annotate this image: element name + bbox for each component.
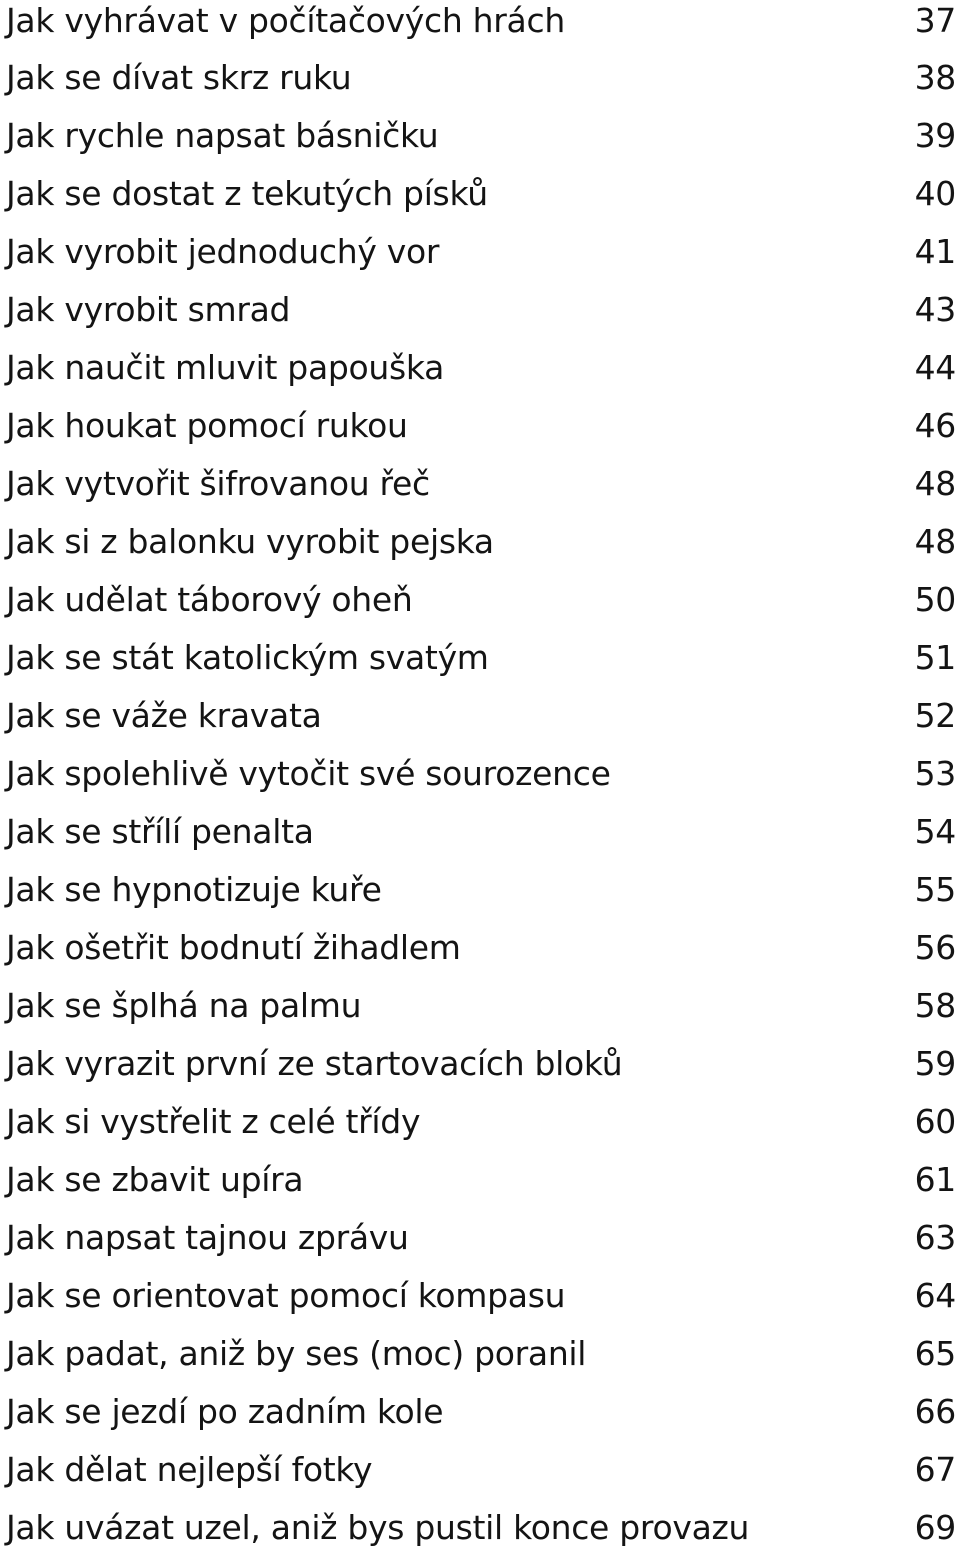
entry-title: Jak uvázat uzel, aniž bys pustil konce provazu [6,1508,750,1547]
entry-title: Jak se dívat skrz ruku [6,58,352,97]
entry-title: Jak se dostat z tekutých písků [6,174,488,213]
toc-entry [6,289,956,347]
toc-entry [6,927,956,985]
entry-title: Jak dělat nejlepší fotky [6,1450,373,1489]
page-number: 52 [914,696,956,735]
toc-entry [6,753,956,811]
entry-title: Jak spolehlivě vytočit své sourozence [6,754,611,793]
toc-entry [6,231,956,289]
entry-title: Jak vyrobit jednoduchý vor [6,232,440,271]
entry-title: Jak se stát katolickým svatým [6,638,489,677]
page-number: 60 [914,1102,956,1141]
entry-title: Jak se šplhá na palmu [6,986,362,1025]
toc-entry [6,1275,956,1333]
toc-entry [6,173,956,231]
toc-entry [6,1333,956,1391]
page-number: 53 [914,754,956,793]
page-number: 43 [914,290,956,329]
page-number: 66 [914,1392,956,1431]
toc-entry [6,1101,956,1159]
entry-title: Jak udělat táborový oheň [6,580,413,619]
page-number: 37 [914,1,956,40]
entry-title: Jak vyhrávat v počítačových hrách [6,1,565,40]
toc-entry [6,1507,956,1565]
page-number: 61 [914,1160,956,1199]
entry-title: Jak houkat pomocí rukou [6,406,408,445]
entry-title: Jak padat, aniž by ses (moc) poranil [6,1334,587,1373]
page-number: 63 [914,1218,956,1257]
page-number: 41 [914,232,956,271]
page-number: 46 [914,406,956,445]
toc-entry [6,0,956,57]
page-number: 58 [914,986,956,1025]
toc-entry [6,1217,956,1275]
page-number: 59 [914,1044,956,1083]
toc-entry [6,1449,956,1507]
entry-title: Jak rychle napsat básničku [6,116,439,155]
page-number: 40 [914,174,956,213]
toc-entry [6,347,956,405]
page-number: 55 [914,870,956,909]
toc-entry [6,1159,956,1217]
page-number: 48 [914,522,956,561]
toc-entry [6,869,956,927]
entry-title: Jak vytvořit šifrovanou řeč [6,464,430,503]
toc-entry [6,695,956,753]
page-number: 67 [914,1450,956,1489]
page-number: 54 [914,812,956,851]
page-number: 69 [914,1508,956,1547]
toc-entry [6,521,956,579]
page-number: 50 [914,580,956,619]
entry-title: Jak se střílí penalta [6,812,314,851]
toc-entry [6,57,956,115]
entry-title: Jak se jezdí po zadním kole [6,1392,444,1431]
toc-entry [6,637,956,695]
page-number: 38 [914,58,956,97]
entry-title: Jak vyrazit první ze startovacích bloků [6,1044,623,1083]
entry-title: Jak si vystřelit z celé třídy [6,1102,421,1141]
toc-entry [6,811,956,869]
toc-entry [6,579,956,637]
page-number: 64 [914,1276,956,1315]
page-number: 39 [914,116,956,155]
page-number: 65 [914,1334,956,1373]
entry-title: Jak se váže kravata [6,696,322,735]
table-of-contents [6,0,956,1547]
page-number: 44 [914,348,956,387]
toc-entry [6,985,956,1043]
toc-entry [6,115,956,173]
entry-title: Jak se hypnotizuje kuře [6,870,382,909]
entry-title: Jak si z balonku vyrobit pejska [6,522,494,561]
entry-title: Jak se orientovat pomocí kompasu [6,1276,566,1315]
toc-entry [6,463,956,521]
toc-entry [6,1043,956,1101]
entry-title: Jak ošetřit bodnutí žihadlem [6,928,461,967]
page-number: 48 [914,464,956,503]
entry-title: Jak se zbavit upíra [6,1160,304,1199]
page-number: 51 [914,638,956,677]
toc-entry [6,1391,956,1449]
entry-title: Jak napsat tajnou zprávu [6,1218,409,1257]
page-number: 56 [914,928,956,967]
entry-title: Jak vyrobit smrad [6,290,291,329]
toc-entry [6,405,956,463]
entry-title: Jak naučit mluvit papouška [6,348,445,387]
